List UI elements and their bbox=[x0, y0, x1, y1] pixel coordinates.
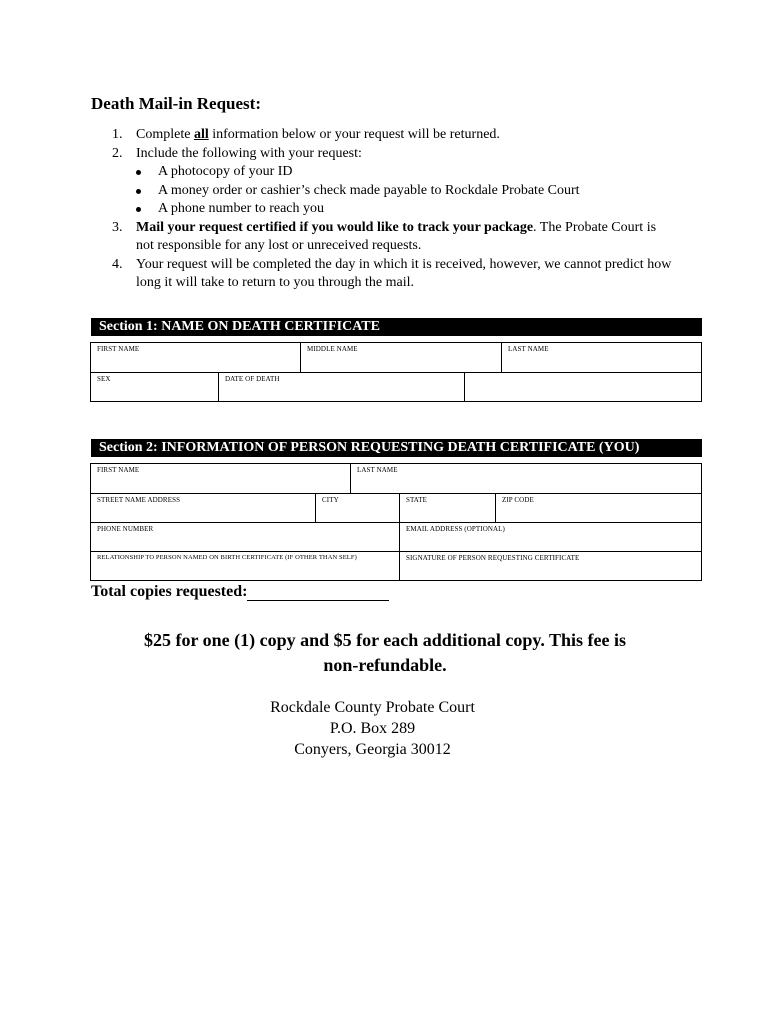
fee-notice-line: non-refundable. bbox=[323, 655, 447, 675]
bullet-icon bbox=[136, 170, 141, 175]
bullet-icon bbox=[136, 189, 141, 194]
total-copies-label: Total copies requested: bbox=[91, 583, 248, 600]
instruction-emphasis: all bbox=[193, 127, 209, 142]
deceased-last-name-field[interactable] bbox=[502, 343, 701, 372]
instruction-4 bbox=[112, 256, 672, 293]
blank-field[interactable] bbox=[465, 373, 701, 402]
field-label: SIGNATURE OF PERSON REQUESTING CERTIFICATE bbox=[406, 554, 580, 562]
instruction-emphasis: Mail your request certified if you would like to track your package bbox=[136, 219, 534, 235]
instruction-text: . The Probate Court is not responsible for any lost or unreceived requests. bbox=[136, 219, 657, 253]
field-label: FIRST NAME bbox=[97, 345, 140, 353]
field-label: STATE bbox=[406, 496, 427, 504]
instruction-2 bbox=[112, 145, 672, 164]
form-row bbox=[91, 343, 701, 373]
list-item-text: A phone number to reach you bbox=[158, 201, 325, 216]
email-address-field[interactable] bbox=[400, 523, 701, 551]
deceased-first-name-field[interactable] bbox=[91, 343, 301, 372]
instruction-text: Your request will be completed the day in which it is received, however, we cannot predict how long it will take to return to you through the mail. bbox=[136, 256, 672, 290]
field-label: DATE OF DEATH bbox=[225, 375, 280, 383]
date-of-death-field[interactable] bbox=[219, 373, 465, 402]
phone-number-field[interactable] bbox=[91, 523, 400, 551]
mailing-address bbox=[85, 697, 660, 760]
section-2-form bbox=[90, 463, 702, 581]
relationship-field[interactable] bbox=[91, 552, 400, 581]
deceased-middle-name-field[interactable] bbox=[301, 343, 502, 372]
field-label: EMAIL ADDRESS (OPTIONAL) bbox=[406, 525, 505, 533]
instruction-1 bbox=[112, 126, 672, 145]
instruction-number: 2. bbox=[112, 145, 123, 161]
instruction-3 bbox=[112, 219, 672, 256]
instruction-number: 1. bbox=[112, 127, 123, 142]
instructions-list bbox=[112, 126, 672, 293]
total-copies bbox=[91, 583, 389, 601]
deceased-sex-field[interactable] bbox=[91, 373, 219, 402]
list-item-text: A photocopy of your ID bbox=[158, 164, 293, 179]
total-copies-blank[interactable] bbox=[247, 584, 389, 601]
field-label: LAST NAME bbox=[357, 466, 398, 474]
instruction-text: Include the following with your request: bbox=[136, 145, 362, 161]
field-label: MIDDLE NAME bbox=[307, 345, 358, 353]
section-1-heading: Section 1: NAME ON DEATH CERTIFICATE bbox=[91, 318, 702, 336]
requirements-list bbox=[112, 163, 672, 219]
list-item bbox=[112, 182, 672, 201]
instruction-text: information below or your request will be returned. bbox=[208, 127, 500, 142]
field-label: SEX bbox=[97, 375, 111, 383]
bullet-icon bbox=[136, 207, 141, 212]
list-item-text: A money order or cashier’s check made payable to Rockdale Probate Court bbox=[158, 182, 580, 198]
section-1-form bbox=[90, 342, 702, 402]
page-title: Death Mail-in Request: bbox=[91, 94, 261, 113]
form-row bbox=[91, 464, 701, 494]
instruction-number: 3. bbox=[112, 219, 123, 235]
city-field[interactable] bbox=[316, 494, 400, 522]
section-2-heading: Section 2: INFORMATION OF PERSON REQUESTING DEATH CERTIFICATE (YOU) bbox=[91, 439, 702, 457]
fee-notice bbox=[85, 628, 685, 678]
form-row bbox=[91, 494, 701, 523]
field-label: LAST NAME bbox=[508, 345, 549, 353]
form-row bbox=[91, 373, 701, 402]
requester-last-name-field[interactable] bbox=[351, 464, 701, 493]
field-label: FIRST NAME bbox=[97, 466, 140, 474]
address-line: Rockdale County Probate Court bbox=[270, 699, 475, 716]
field-label: PHONE NUMBER bbox=[97, 525, 154, 533]
fee-notice-line: $25 for one (1) copy and $5 for each additional copy. This fee is bbox=[143, 630, 627, 650]
list-item bbox=[112, 163, 672, 182]
field-label: CITY bbox=[322, 496, 339, 504]
field-label: RELATIONSHIP TO PERSON NAMED ON BIRTH CERTIFICATE (IF OTHER THAN SELF) bbox=[97, 554, 357, 561]
street-address-field[interactable] bbox=[91, 494, 316, 522]
address-line: P.O. Box 289 bbox=[329, 720, 416, 737]
form-row bbox=[91, 523, 701, 552]
instruction-text: Complete bbox=[136, 127, 194, 142]
requester-first-name-field[interactable] bbox=[91, 464, 351, 493]
zip-code-field[interactable] bbox=[496, 494, 701, 522]
field-label: ZIP CODE bbox=[502, 496, 534, 504]
signature-field[interactable] bbox=[400, 552, 701, 581]
state-field[interactable] bbox=[400, 494, 496, 522]
instruction-number: 4. bbox=[112, 256, 123, 272]
address-line: Conyers, Georgia 30012 bbox=[294, 741, 451, 758]
list-item bbox=[112, 200, 672, 219]
form-row bbox=[91, 552, 701, 581]
field-label: STREET NAME ADDRESS bbox=[97, 496, 181, 504]
